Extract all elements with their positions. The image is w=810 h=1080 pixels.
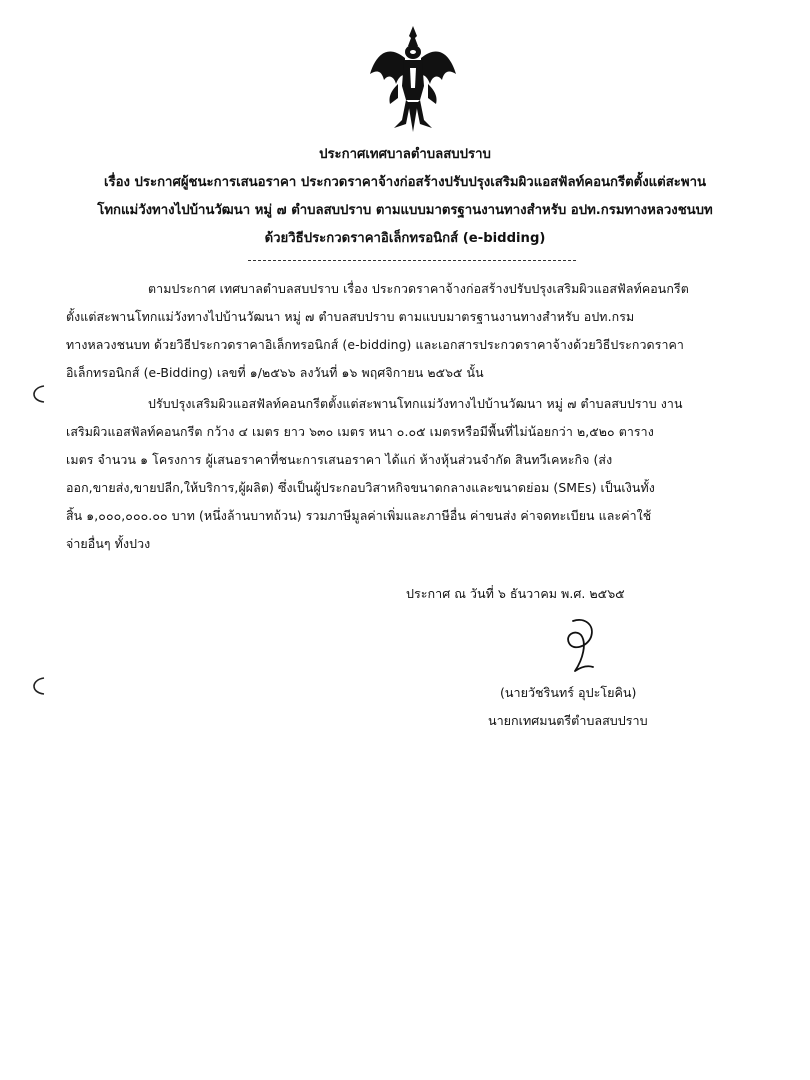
paragraph-2-line: เมตร จำนวน ๑ โครงการ ผู้เสนอราคาที่ชนะการเสนอราคา ได้แก่ ห้างหุ้นส่วนจำกัด สินทวีเคหะกิจ (ส่ง — [66, 452, 613, 467]
paragraph-2-line: สิ้น ๑,๐๐๐,๐๐๐.๐๐ บาท (หนึ่งล้านบาทถ้วน) รวมภาษีมูลค่าเพิ่มและภาษีอื่น ค่าขนส่ง ค่าจดทะเบียน และค่าใช้ — [66, 508, 652, 523]
subject-line-2: โทกแม่วังทางไปบ้านวัฒนา หมู่ ๗ ตำบลสบปราบ ตามแบบมาตรฐานงานทางสำหรับ อปท.กรมทางหลวงชนบท — [97, 203, 713, 218]
announcement-date: ประกาศ ณ วันที่ ๖ ธันวาคม พ.ศ. ๒๕๖๕ — [406, 586, 625, 601]
punch-hole-mark-icon — [32, 676, 46, 696]
subject-line-1: เรื่อง ประกาศผู้ชนะการเสนอราคา ประกวดราคาจ้างก่อสร้างปรับปรุงเสริมผิวแอสฟัลท์คอนกรีตตั้งแต่สะพาน — [103, 175, 706, 190]
paragraph-2-line: ออก,ขายส่ง,ขายปลีก,ให้บริการ,ผู้ผลิต) ซึ่งเป็นผู้ประกอบวิสาหกิจขนาดกลางและขนาดย่อม (SMEs) เป็นเงินทั้ง — [66, 480, 655, 495]
paragraph-1-line: ตั้งแต่สะพานโทกแม่วังทางไปบ้านวัฒนา หมู่ ๗ ตำบลสบปราบ ตามแบบมาตรฐานงานทางสำหรับ อปท.กรม — [66, 309, 635, 324]
signer-name: (นายวัชรินทร์ อุปะโยคิน) — [500, 685, 637, 700]
signature-icon — [555, 615, 605, 677]
issuer-line: ประกาศเทศบาลตำบลสบปราบ — [319, 147, 491, 162]
paragraph-1-line: อิเล็กทรอนิกส์ (e-Bidding) เลขที่ ๑/๒๕๖๖ ลงวันที่ ๑๖ พฤศจิกายน ๒๕๖๕ นั้น — [66, 365, 484, 380]
paragraph-2-line: ปรับปรุงเสริมผิวแอสฟัลท์คอนกรีตตั้งแต่สะพานโทกแม่วังทางไปบ้านวัฒนา หมู่ ๗ ตำบลสบปราบ งาน — [148, 396, 683, 411]
header-divider — [248, 260, 576, 261]
punch-hole-mark-icon — [32, 384, 46, 404]
signer-title: นายกเทศมนตรีตำบลสบปราบ — [488, 713, 648, 728]
paragraph-1-line: ตามประกาศ เทศบาลตำบลสบปราบ เรื่อง ประกวดราคาจ้างก่อสร้างปรับปรุงเสริมผิวแอสฟัลท์คอนกรีต — [148, 281, 689, 296]
paragraph-1-line: ทางหลวงชนบท ด้วยวิธีประกวดราคาอิเล็กทรอนิกส์ (e-bidding) และเอกสารประกวดราคาจ้างด้วยวิธีประกวดราคา — [66, 337, 684, 352]
paragraph-2-line: จ่ายอื่นๆ ทั้งปวง — [66, 536, 151, 551]
paragraph-2-line: เสริมผิวแอสฟัลท์คอนกรีต กว้าง ๔ เมตร ยาว ๖๓๐ เมตร หนา ๐.๐๕ เมตรหรือมีพื้นที่ไม่น้อยกว่า ๒,๕๒๐ ตาราง — [66, 424, 654, 439]
garuda-emblem-icon — [368, 24, 458, 134]
subject-line-3: ด้วยวิธีประกวดราคาอิเล็กทรอนิกส์ (e-bidding) — [264, 231, 546, 246]
